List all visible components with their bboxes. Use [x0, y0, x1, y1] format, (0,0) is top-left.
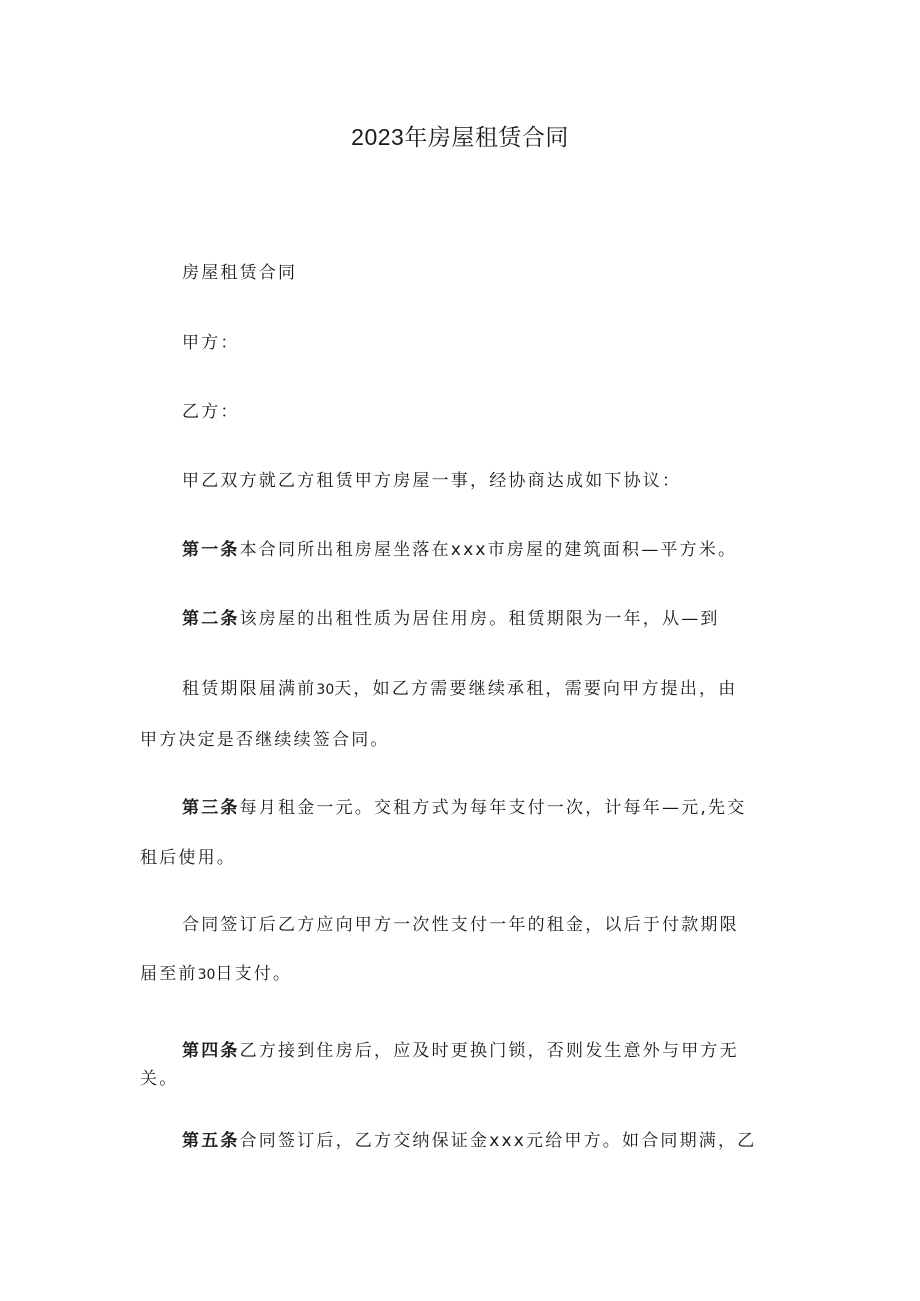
renewal-text-a: 租赁期限届满前	[182, 679, 317, 699]
renewal-days: 30	[316, 682, 335, 698]
article-5-label: 第五条	[182, 1131, 240, 1151]
renewal-line-1	[182, 677, 842, 702]
article-4	[182, 1039, 842, 1063]
payment-line-2	[140, 962, 800, 987]
article-3	[182, 796, 842, 820]
article-1-label: 第一条	[182, 540, 240, 560]
article-5	[182, 1129, 842, 1153]
article-1-text: 本合同所出租房屋坐落在xxx市房屋的建筑面积—平方米。	[239, 540, 738, 560]
article-4-label: 第四条	[182, 1041, 240, 1061]
contract-heading: 房屋租赁合同	[182, 263, 298, 283]
article-2-label: 第二条	[182, 609, 240, 629]
article-1	[182, 538, 842, 562]
article-2-text: 该房屋的出租性质为居住用房。租赁期限为一年，从—到	[239, 609, 720, 629]
payment-text-a: 届至前	[140, 964, 198, 984]
intro-paragraph: 甲乙双方就乙方租赁甲方房屋一事，经协商达成如下协议：	[182, 471, 682, 491]
document-title: 2023年房屋租赁合同	[351, 124, 569, 150]
renewal-line-2: 甲方决定是否继续续签合同。	[140, 730, 390, 750]
article-3-label: 第三条	[182, 798, 240, 818]
payment-text-b: 日支付。	[215, 964, 293, 984]
article-3-text: 每月租金一元。交租方式为每年支付一次，计每年—元,先交	[239, 798, 747, 818]
article-2	[182, 607, 842, 631]
article-4-text: 乙方接到住房后，应及时更换门锁，否则发生意外与甲方无	[239, 1041, 739, 1061]
party-b-label: 乙方：	[182, 402, 240, 422]
renewal-text-b: 天，如乙方需要继续承租，需要向甲方提出，由	[334, 679, 738, 699]
article-5-text: 合同签订后，乙方交纳保证金xxx元给甲方。如合同期满，乙	[239, 1131, 757, 1151]
party-a-label: 甲方：	[182, 333, 240, 353]
payment-days: 30	[197, 967, 216, 983]
payment-line-1: 合同签订后乙方应向甲方一次性支付一年的租金，以后于付款期限	[182, 915, 739, 935]
article-4-continuation: 关。	[140, 1069, 179, 1089]
article-3-continuation: 租后使用。	[140, 848, 236, 868]
